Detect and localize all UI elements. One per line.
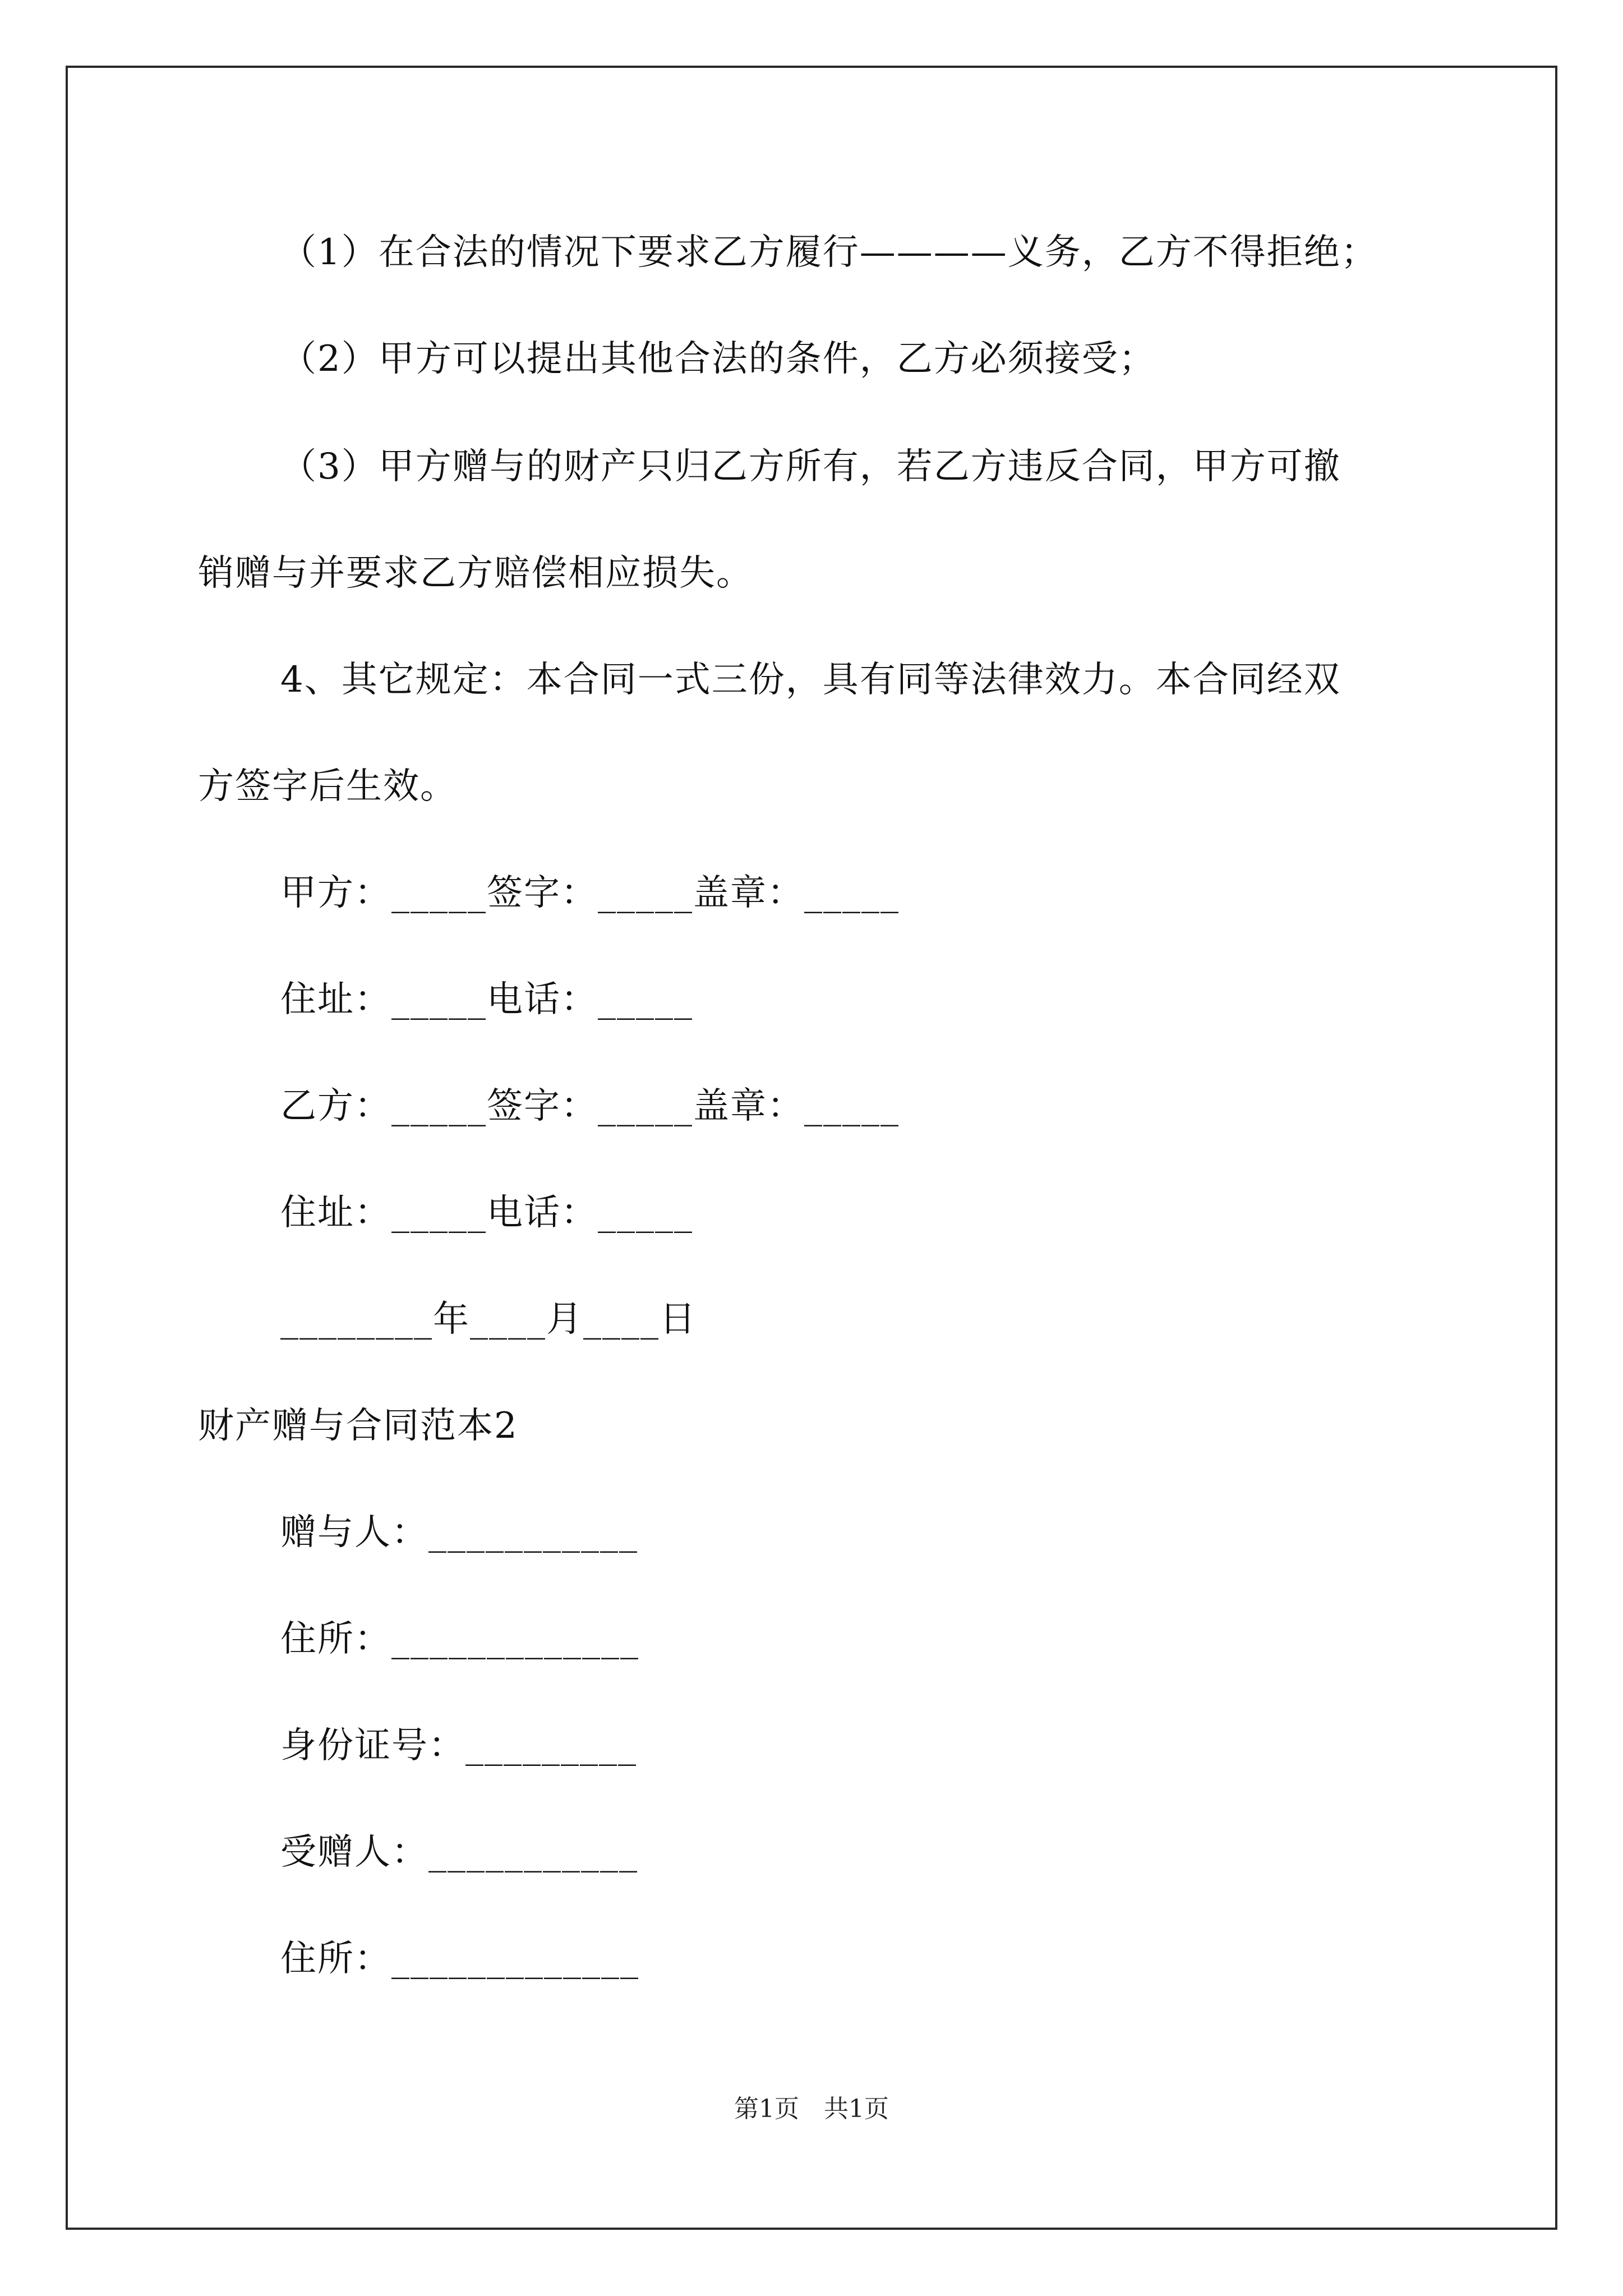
other-provisions-part2: 方签字后生效。 [198, 766, 457, 807]
date-line: ________年____月____日 [280, 1299, 697, 1340]
section-title: 财产赠与合同范本2 [198, 1405, 518, 1447]
donor-id-line: 身份证号：_________ [280, 1725, 637, 1766]
clause-2: （2）甲方可以提出其他合法的条件，乙方必须接受； [280, 338, 1156, 380]
party-b-address-line: 住址：_____电话：_____ [280, 1192, 693, 1234]
donor-residence-line: 住所：_____________ [280, 1618, 639, 1660]
donor-line: 赠与人：___________ [280, 1512, 638, 1553]
party-a-signature-line: 甲方：_____签字：_____盖章：_____ [280, 872, 900, 914]
donee-residence-line: 住所：_____________ [280, 1938, 639, 1980]
party-b-signature-line: 乙方：_____签字：_____盖章：_____ [280, 1085, 900, 1127]
other-provisions-part1: 4、其它规定：本合同一式三份，具有同等法律效力。本合同经双 [280, 659, 1341, 701]
page-footer: 第1页 共1页 [734, 2095, 889, 2123]
party-a-address-line: 住址：_____电话：_____ [280, 979, 693, 1020]
clause-3-part1: （3）甲方赠与的财产只归乙方所有，若乙方违反合同，甲方可撤 [280, 446, 1341, 487]
donee-line: 受赠人：___________ [280, 1832, 638, 1873]
clause-3-part2: 销赠与并要求乙方赔偿相应损失。 [198, 553, 753, 594]
clause-1: （1）在合法的情况下要求乙方履行————义务，乙方不得拒绝； [280, 232, 1378, 273]
page-border [66, 66, 1557, 2230]
